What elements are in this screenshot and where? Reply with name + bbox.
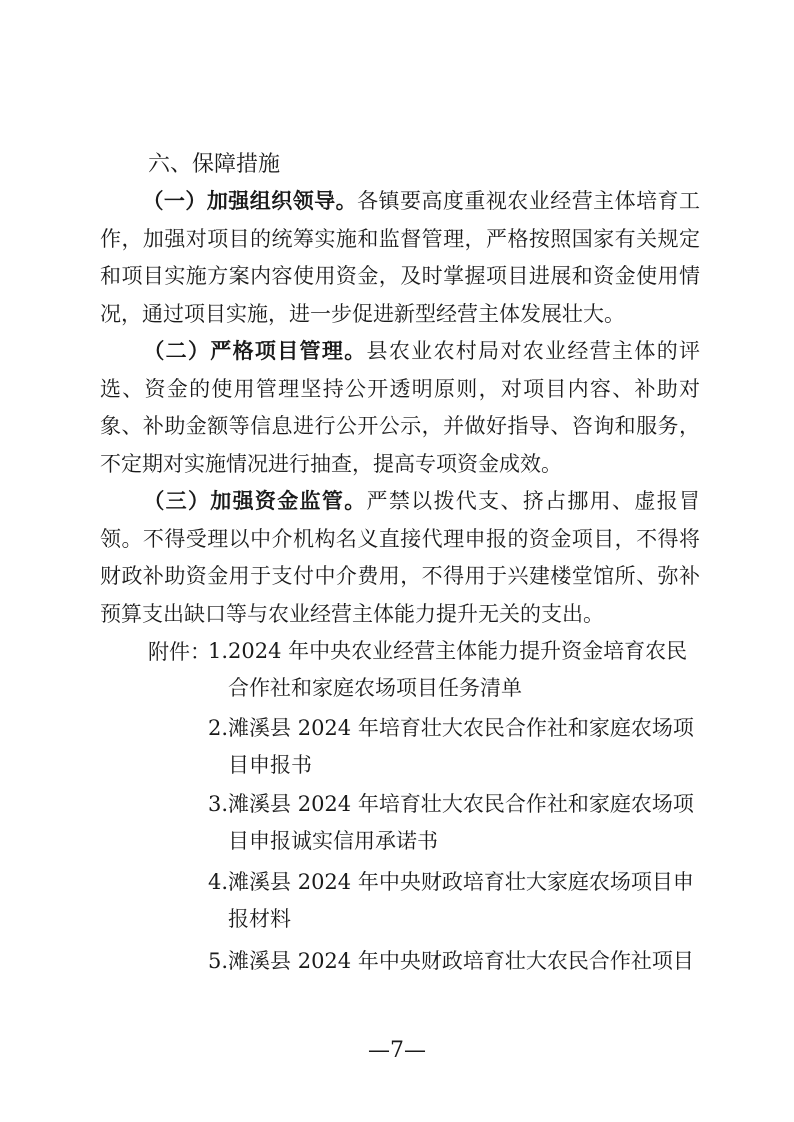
attachment-item-5-line1: 5.滩溪县 2024 年中央财政培育壮大农民合作社项目 [208,949,694,973]
section-heading: 六、保障措施 [148,152,281,177]
paragraph-2 [100,333,700,483]
attachment-item-1-line1: 1.2024 年中央农业经营主体能力提升资金培育农民 [208,639,688,663]
paragraph-3-text: 严禁以拨代支、挤占挪用、虚报冒领。不得受理以中介机构名义直接代理申报的资金项目，不得将财政补助资金用于支付中介费用，不得用于兴建楼堂馆所、弥补预算支出缺口等与农业经营主体能力提升无关的支出。 [100,489,701,626]
attachment-item-4 [208,864,700,938]
attachment-item-5 [208,943,700,980]
paragraph-1-text: 各镇要高度重视农业经营主体培育工作，加强对项目的统筹实施和监督管理，严格按照国家有关规定和项目实施方案内容使用资金，及时掌握项目进展和资金使用情况，通过项目实施，进一步促进新型经营主体发展壮大。 [100,189,700,326]
attachment-item-2-line2: 目申报书 [228,753,312,777]
attachments-label: 附件： [148,640,211,664]
attachment-item-1 [208,633,700,707]
attachment-item-3-line1: 3.滩溪县 2024 年培育壮大农民合作社和家庭农场项 [208,792,694,816]
attachment-item-1-line2: 合作社和家庭农场项目任务清单 [228,676,522,700]
attachment-item-3-line2: 目申报诚实信用承诺书 [228,829,438,853]
paragraph-1 [100,183,700,333]
attachment-item-2 [208,710,700,784]
attachment-item-3 [208,786,700,860]
page-number: —7— [368,1038,426,1063]
attachment-item-4-line1: 4.滩溪县 2024 年中央财政培育壮大家庭农场项目申 [208,870,694,894]
paragraph-2-text: 县农业农村局对农业经营主体的评选、资金的使用管理坚持公开透明原则，对项目内容、补助对象、补助金额等信息进行公开公示，并做好指导、咨询和服务，不定期对实施情况进行抽查，提高专项资金成效。 [100,339,701,476]
paragraph-3 [100,483,700,633]
attachment-item-4-line2: 报材料 [228,907,291,931]
attachment-item-2-line1: 2.滩溪县 2024 年培育壮大农民合作社和家庭农场项 [208,716,694,740]
paragraph-1-lead: （一）加强组织领导。 [142,189,358,213]
paragraph-3-lead: （三）加强资金监管。 [142,489,367,513]
paragraph-2-lead: （二）严格项目管理。 [142,339,367,363]
